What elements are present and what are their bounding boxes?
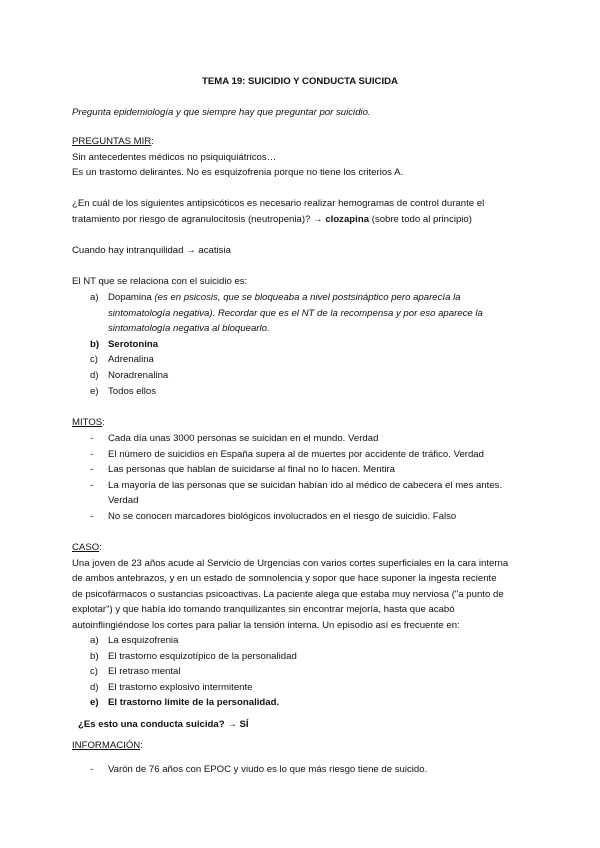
intro-note: Pregunta epidemiología y que siempre hay que preguntar por suicidio. bbox=[72, 107, 371, 118]
list-marker: - bbox=[90, 433, 94, 444]
list-marker: - bbox=[90, 448, 94, 460]
question-text: (sobre todo al principio) bbox=[369, 213, 472, 225]
list-item bbox=[90, 368, 530, 384]
followup-question: ¿Es esto una conducta suicida? → bbox=[78, 719, 237, 730]
informacion-heading-colon: : bbox=[140, 740, 143, 751]
caso-heading-line bbox=[72, 540, 532, 556]
answer-clozapina: clozapina bbox=[325, 213, 370, 225]
option-text: Dopamina bbox=[108, 292, 152, 303]
preguntas-heading: PREGUNTAS MIR bbox=[72, 136, 152, 147]
caso-heading: CASO bbox=[72, 542, 100, 553]
list-item bbox=[90, 290, 530, 337]
list-marker: b) bbox=[90, 338, 100, 350]
mitos-heading-line bbox=[72, 415, 532, 431]
list-item bbox=[90, 695, 530, 711]
list-item bbox=[90, 633, 530, 649]
list-marker: a) bbox=[90, 635, 99, 646]
preguntas-line: Es un trastorno delirantes. No es esquizofrenia porque no tiene los criterios A. bbox=[72, 167, 404, 179]
option-text: Noradrenalina bbox=[108, 369, 169, 381]
mitos-heading-colon: : bbox=[102, 417, 105, 428]
option-text: Serotonina bbox=[108, 338, 159, 350]
list-marker: b) bbox=[90, 650, 99, 662]
question-line: ¿En cuál de los siguientes antipsicóticos es necesario realizar hemogramas de control durante el bbox=[72, 198, 485, 209]
question-line bbox=[72, 212, 532, 228]
list-marker: e) bbox=[90, 697, 99, 709]
caso-heading-colon: : bbox=[99, 542, 102, 553]
informacion-list bbox=[90, 762, 520, 778]
followup-answer: SÍ bbox=[236, 719, 249, 730]
list-marker: e) bbox=[90, 385, 99, 397]
list-item bbox=[90, 337, 530, 353]
option-text: Adrenalina bbox=[108, 354, 154, 366]
mito-text: El número de suicidios en España supera al de muertes por accidente de tráfico. Verdad bbox=[108, 448, 484, 460]
list-item bbox=[90, 649, 530, 665]
document-title: TEMA 19: SUICIDIO Y CONDUCTA SUICIDA bbox=[202, 76, 398, 87]
preguntas-section bbox=[72, 134, 532, 181]
option-text: El retraso mental bbox=[108, 666, 181, 678]
informacion-heading: INFORMACIÓN bbox=[72, 740, 141, 751]
list-marker: d) bbox=[90, 681, 99, 693]
list-marker: - bbox=[90, 510, 94, 522]
list-marker: - bbox=[90, 764, 94, 775]
list-item bbox=[90, 478, 520, 509]
caso-options bbox=[90, 633, 530, 711]
list-marker: - bbox=[90, 479, 94, 491]
option-note: sintomatología negativa). Recordar que es el NT de la recompensa y por eso aparece la bbox=[108, 307, 483, 319]
list-item bbox=[90, 352, 530, 368]
caso-section bbox=[72, 540, 532, 634]
option-note: sintomatología negativa al bloquearlo. bbox=[108, 323, 270, 335]
caso-line: autoinflingiéndose los cortes para paliar la tensión interna. Un episodio así es frecuente en: bbox=[72, 619, 460, 631]
list-marker: c) bbox=[90, 666, 98, 678]
mitos-list bbox=[90, 431, 520, 525]
option-text: La esquizofrenia bbox=[108, 635, 179, 646]
list-item bbox=[90, 384, 530, 400]
acatisia-note: Cuando hay intranquilidad → acatisia bbox=[72, 245, 231, 256]
preguntas-heading-line bbox=[72, 134, 532, 150]
nt-options bbox=[90, 290, 530, 399]
caso-line: de ambos antebrazos, y en un estado de somnolencia y sopor que hace suponer la ingesta reciente bbox=[72, 573, 497, 585]
caso-line: de psicofármacos o sustancias psicoactivas. La paciente alega que estaba muy nerviosa ("a punto de bbox=[72, 588, 504, 600]
caso-line: Una joven de 23 años acude al Servicio de Urgencias con varios cortes superficiales en la cara interna bbox=[72, 557, 509, 569]
mito-text: No se conocen marcadores biológicos involucrados en el riesgo de suicidio. Falso bbox=[108, 510, 457, 522]
info-text: Varón de 76 años con EPOC y viudo es lo que más riesgo tiene de suicido. bbox=[108, 764, 428, 775]
question-text: tratamiento por riesgo de agranulocitosis (neutropenia)? → bbox=[72, 213, 326, 225]
list-item bbox=[90, 664, 530, 680]
preguntas-heading-colon: : bbox=[151, 136, 154, 147]
informacion-heading-line bbox=[72, 738, 532, 754]
list-item bbox=[90, 680, 530, 696]
caso-line: explotar") y que había ido tomando tranquilizantes sin encontrar mejoría, hasta que acabó bbox=[72, 604, 455, 616]
option-note: (es en psicosis, que se bloqueaba a nivel postsináptico pero aparecía la bbox=[154, 292, 461, 303]
preguntas-line: Sin antecedentes médicos no psiquiquiátricos… bbox=[72, 151, 277, 163]
list-item bbox=[90, 762, 520, 778]
list-item bbox=[90, 462, 520, 478]
option-text: Todos ellos bbox=[108, 385, 156, 397]
mito-text: Cada día unas 3000 personas se suicidan en el mundo. Verdad bbox=[108, 433, 379, 444]
caso-followup bbox=[78, 717, 538, 733]
list-item bbox=[90, 509, 520, 525]
clozapina-question bbox=[72, 196, 532, 227]
list-marker: a) bbox=[90, 292, 99, 303]
mito-text: La mayoría de las personas que se suicidan habían ido al médico de cabecera el mes antes. bbox=[108, 479, 503, 491]
list-marker: c) bbox=[90, 354, 98, 366]
option-text: El trastorno límite de la personalidad. bbox=[108, 697, 280, 709]
mito-text: Verdad bbox=[108, 495, 139, 507]
mitos-heading: MITOS bbox=[72, 417, 103, 428]
mito-text: Las personas que hablan de suicidarse al final no lo hacen. Mentira bbox=[108, 464, 395, 476]
nt-question: El NT que se relaciona con el suicidio es: bbox=[72, 276, 248, 287]
list-item bbox=[90, 447, 520, 463]
option-text: El trastorno esquizotípico de la personalidad bbox=[108, 650, 297, 662]
option-text: El trastorno explosivo intermitente bbox=[108, 681, 253, 693]
list-item bbox=[90, 431, 520, 447]
list-marker: d) bbox=[90, 369, 99, 381]
list-marker: - bbox=[90, 464, 94, 476]
